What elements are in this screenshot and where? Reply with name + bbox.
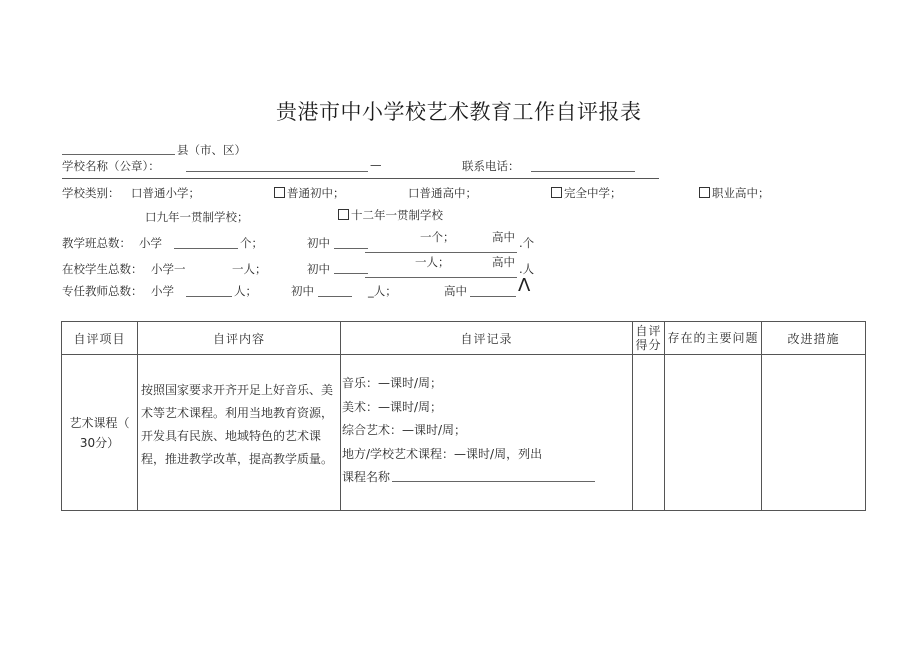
header-content: 自评内容 [138,322,341,355]
student-senior-unit: .人 [519,262,535,276]
checkbox-mark: 口 [408,186,420,200]
type-complete[interactable] [551,185,622,201]
contact-label: 联系电话： [462,159,520,173]
class-junior-unit: 一个； [420,230,455,244]
row-measures-cell[interactable] [762,355,866,511]
header-score: 自评得分 [633,322,665,355]
evaluation-table [61,321,866,511]
header-item: 自评项目 [62,322,138,355]
table-header-row [62,322,866,355]
school-type-label: 学校类别： [62,186,120,200]
row-score-cell[interactable] [633,355,665,511]
teacher-senior-label: 高中 [444,284,467,298]
student-junior-unit: 一人； [415,255,450,269]
school-name-label: 学校名称（公章）： [62,159,160,173]
row-item-line1: 艺术课程（ [69,415,130,430]
header-problems: 存在的主要问题 [665,322,762,355]
row-problems-cell[interactable] [665,355,762,511]
record-course-name-label: 课程名称 [342,470,391,484]
header-measures: 改进措施 [762,322,866,355]
record-art: 美术：—课时/周； [342,399,443,414]
header-record: 自评记录 [341,322,633,355]
teacher-primary-field[interactable] [186,296,232,297]
teacher-junior-label: 初中 [291,284,314,298]
student-primary-unit: 一人； [232,262,267,276]
record-local-course: 地方/学校艺术课程：—课时/周，列出 [342,446,543,461]
teacher-junior-field[interactable] [318,296,352,297]
teacher-total-label: 专任教师总数： [62,284,143,298]
table-row [62,355,866,511]
type-label: 十二年一贯制学校 [351,208,443,222]
type-label: 普通小学； [142,186,200,200]
record-course-name-row [342,466,632,490]
student-junior-field[interactable] [334,273,368,274]
class-senior-label: 高中 [492,230,515,244]
student-senior-field[interactable] [365,277,517,278]
teacher-senior-field[interactable] [470,296,516,297]
class-senior-unit: .个 [519,236,535,250]
class-junior-field[interactable] [334,248,368,249]
teacher-primary-label: 小学 [151,284,174,298]
type-label: 普通高中； [419,186,477,200]
type-primary[interactable] [131,185,200,201]
class-primary-label: 小学 [139,236,162,250]
type-label: 九年一贯制学校； [156,210,249,224]
type-nine-year[interactable] [145,209,249,225]
row-record-cell[interactable] [341,355,633,511]
county-label: 县（市、区） [177,143,246,157]
contact-field[interactable] [531,171,635,172]
header-divider [62,178,659,179]
teacher-primary-unit: 人； [234,284,257,298]
type-junior[interactable] [274,185,345,201]
school-name-field[interactable] [186,171,368,172]
type-twelve-year[interactable] [338,207,443,223]
row-item-line2: 30分） [79,435,120,450]
row-item-cell [62,355,138,511]
school-name-dash: — [370,158,382,172]
class-total-label: 教学班总数： [62,236,131,250]
type-label: 普通初中； [287,186,345,200]
class-senior-field[interactable] [365,252,517,253]
class-primary-field[interactable] [174,248,238,249]
row-content-cell: 按照国家要求开齐开足上好音乐、美术等艺术课程。利用当地教育资源，开发具有民族、地域特色的艺术课程，推进教学改革，提高教学质量。 [138,355,341,511]
record-music: 音乐：—课时/周； [342,376,443,390]
teacher-senior-unit: Λ [518,275,531,296]
checkbox-icon [551,187,562,198]
student-primary-label: 小学一 [151,262,186,276]
county-underline[interactable] [62,154,175,155]
checkbox-icon [338,209,349,220]
teacher-junior-unit: _人； [368,284,397,298]
type-label: 职业高中； [712,186,770,200]
record-integrated-art: 综合艺术：—课时/周； [342,423,467,437]
class-primary-unit: 个； [240,236,263,250]
student-junior-label: 初中 [307,262,330,276]
checkbox-icon [274,187,285,198]
course-name-field[interactable] [392,473,595,482]
checkbox-mark: 口 [131,186,143,200]
student-senior-label: 高中 [492,255,515,269]
type-senior[interactable] [408,185,477,201]
class-junior-label: 初中 [307,236,330,250]
type-label: 完全中学； [564,186,622,200]
type-vocational[interactable] [699,185,770,201]
student-total-label: 在校学生总数： [62,262,143,276]
document-title: 贵港市中小学校艺术教育工作自评报表 [276,100,642,124]
checkbox-mark: 口 [145,210,157,224]
checkbox-icon [699,187,710,198]
